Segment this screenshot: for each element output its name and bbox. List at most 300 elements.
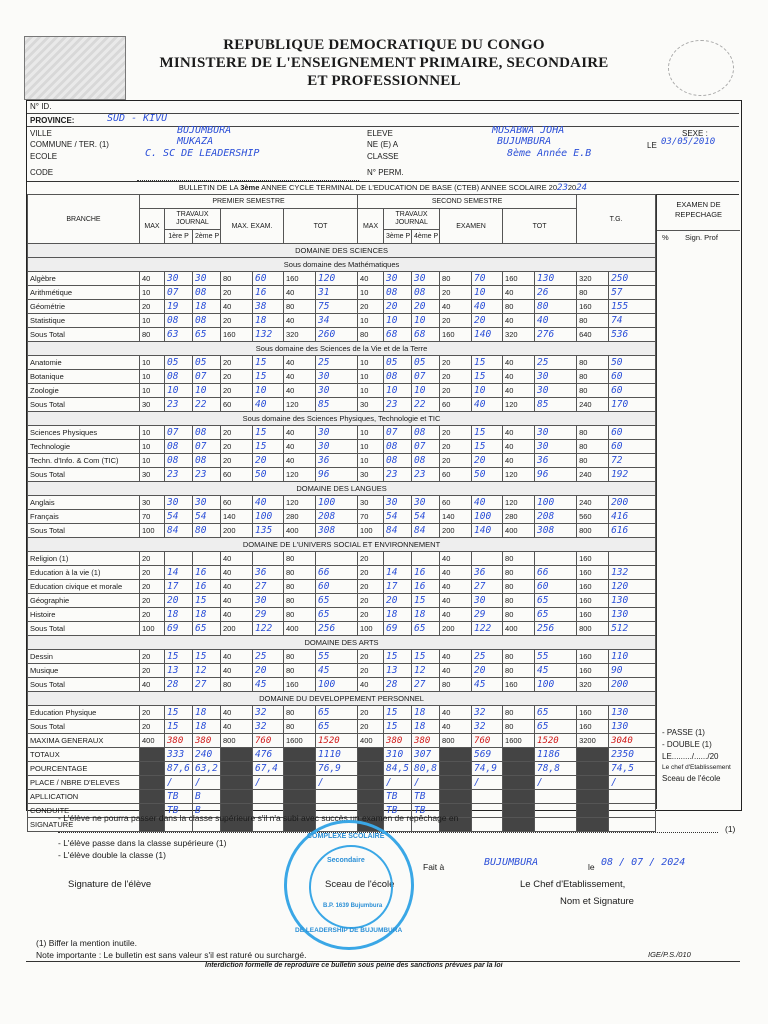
grade-cell: 67,4: [253, 762, 284, 776]
grade-cell: 310: [384, 748, 412, 762]
grade-cell: 29: [472, 608, 503, 622]
grade-cell: 20: [253, 664, 284, 678]
row-label: APLLICATION: [28, 790, 140, 804]
grade-cell: [440, 790, 472, 804]
grade-cell: 307: [412, 748, 440, 762]
grade-cell: 155: [609, 300, 656, 314]
grade-cell: 308: [316, 524, 358, 538]
grade-cell: 30: [358, 496, 384, 510]
grade-cell: 20: [384, 300, 412, 314]
grade-cell: 110: [609, 650, 656, 664]
row-label: Sous Total: [28, 328, 140, 342]
grade-cell: 80: [284, 650, 316, 664]
subject-row: [28, 594, 656, 608]
grade-cell: 66: [316, 566, 358, 580]
grade-cell: 320: [577, 678, 609, 692]
grade-cell: 20: [412, 300, 440, 314]
grade-cell: 27: [412, 678, 440, 692]
section-label: Sous domaine des Sciences de la Vie et de la Terre: [28, 342, 656, 356]
grade-cell: 20: [472, 454, 503, 468]
sceau-ecole: Sceau de l'école: [325, 879, 395, 890]
grade-cell: 130: [609, 706, 656, 720]
ville-value: BUJUMBURA: [177, 125, 232, 136]
grade-cell: 80: [503, 580, 535, 594]
grade-cell: 170: [609, 398, 656, 412]
row-label: CONDUITE: [28, 804, 140, 818]
grade-cell: 400: [503, 524, 535, 538]
row-label: Algèbre: [28, 272, 140, 286]
grade-cell: [577, 804, 609, 818]
grade-cell: [253, 790, 284, 804]
ville-label: VILLE: [30, 129, 52, 138]
grade-cell: 08: [193, 286, 221, 300]
grade-cell: [284, 776, 316, 790]
grade-cell: [535, 552, 577, 566]
grade-cell: 80: [503, 300, 535, 314]
grade-cell: 80: [577, 426, 609, 440]
grade-cell: 256: [535, 622, 577, 636]
perm-row: [27, 164, 739, 182]
grade-cell: 07: [412, 370, 440, 384]
grade-cell: 10: [140, 286, 165, 300]
grade-cell: 20: [221, 454, 253, 468]
grade-cell: 10: [472, 286, 503, 300]
grade-cell: 08: [384, 440, 412, 454]
grade-cell: 65: [316, 720, 358, 734]
grade-cell: 132: [609, 566, 656, 580]
subject-row: [28, 552, 656, 566]
grade-cell: TB: [412, 790, 440, 804]
grade-cell: 512: [609, 622, 656, 636]
grade-cell: 640: [577, 328, 609, 342]
grade-cell: 20: [140, 566, 165, 580]
subject-row: [28, 580, 656, 594]
grade-cell: 05: [384, 356, 412, 370]
grade-cell: 80: [193, 524, 221, 538]
grade-cell: 45: [253, 678, 284, 692]
grade-cell: 120: [284, 468, 316, 482]
grade-cell: 22: [193, 398, 221, 412]
grade-cell: 08: [165, 314, 193, 328]
grade-cell: 15: [253, 370, 284, 384]
grade-cell: 40: [140, 678, 165, 692]
section-row: [28, 412, 656, 426]
grade-cell: 320: [284, 328, 316, 342]
grade-cell: [221, 776, 253, 790]
grade-cell: 122: [253, 622, 284, 636]
col-examen: EXAMEN: [440, 209, 503, 244]
grade-cell: 40: [284, 356, 316, 370]
grade-cell: 400: [284, 524, 316, 538]
grade-cell: 20: [221, 314, 253, 328]
col-max-1: MAX: [140, 209, 165, 244]
grade-cell: [577, 790, 609, 804]
section-row: [28, 244, 656, 258]
decision-double: - DOUBLE (1): [662, 740, 712, 749]
grade-cell: 80: [577, 454, 609, 468]
grade-cell: 30: [253, 594, 284, 608]
reproduction-note: Interdiction formelle de reproduire ce bulletin sous peine des sanctions prévues par la loi: [205, 962, 503, 969]
grade-cell: [609, 552, 656, 566]
form-reference: IGE/P.S./010: [648, 950, 691, 959]
grade-cell: 60: [316, 580, 358, 594]
grade-cell: [358, 748, 384, 762]
grade-cell: 10: [358, 440, 384, 454]
grade-cell: 20: [140, 552, 165, 566]
grade-cell: 65: [412, 622, 440, 636]
grade-cell: 100: [358, 622, 384, 636]
grade-cell: 800: [577, 524, 609, 538]
grade-cell: 120: [284, 398, 316, 412]
grade-cell: 36: [316, 454, 358, 468]
grade-cell: 40: [358, 272, 384, 286]
grade-cell: 160: [221, 328, 253, 342]
id-label: N° ID.: [30, 102, 52, 111]
grade-cell: 32: [472, 720, 503, 734]
grade-cell: 40: [221, 552, 253, 566]
grade-cell: 120: [503, 496, 535, 510]
grade-cell: 60: [609, 440, 656, 454]
grade-cell: 40: [440, 650, 472, 664]
grade-cell: 20: [253, 454, 284, 468]
grade-cell: 380: [193, 734, 221, 748]
stamp-mid: Secondaire: [327, 857, 365, 864]
grade-cell: 80: [503, 720, 535, 734]
grade-cell: 50: [472, 468, 503, 482]
grade-cell: 80: [503, 650, 535, 664]
grade-cell: 40: [253, 496, 284, 510]
grade-cell: 96: [316, 468, 358, 482]
grade-cell: 30: [140, 398, 165, 412]
grade-cell: 08: [384, 454, 412, 468]
grade-cell: 17: [165, 580, 193, 594]
grade-cell: 20: [358, 300, 384, 314]
grade-cell: 05: [193, 356, 221, 370]
grade-cell: 60: [253, 272, 284, 286]
grade-cell: 10: [358, 356, 384, 370]
grade-cell: 40: [472, 398, 503, 412]
grade-cell: 15: [472, 370, 503, 384]
grade-cell: 1186: [535, 748, 577, 762]
grade-cell: 30: [165, 272, 193, 286]
grade-cell: [440, 762, 472, 776]
section-label: Sous domaine des Mathématiques: [28, 258, 656, 272]
le-label: LE: [647, 141, 657, 150]
row-label: Sous Total: [28, 622, 140, 636]
grade-cell: 87,6: [165, 762, 193, 776]
grade-cell: 54: [165, 510, 193, 524]
grade-cell: /: [412, 776, 440, 790]
grade-cell: 08: [193, 314, 221, 328]
grade-cell: 18: [193, 720, 221, 734]
row-label: Histoire: [28, 608, 140, 622]
grade-cell: 40: [221, 706, 253, 720]
subject-row: [28, 398, 656, 412]
grade-cell: 08: [165, 370, 193, 384]
grade-cell: 120: [316, 272, 358, 286]
bulletin-mid: ANNEE CYCLE TERMINAL DE L'EDUCATION DE BASE (CTEB) ANNEE SCOLAIRE 20: [261, 183, 558, 192]
birth-date-value: 03/05/2010: [661, 137, 716, 147]
grade-cell: 200: [440, 524, 472, 538]
grade-cell: 57: [609, 286, 656, 300]
grade-cell: 30: [316, 426, 358, 440]
summary-row: [28, 734, 656, 748]
grade-cell: 80: [221, 678, 253, 692]
bulletin-year-1: 23: [557, 183, 568, 193]
header-line-2: MINISTERE DE L'ENSEIGNEMENT PRIMAIRE, SECONDAIRE: [159, 55, 609, 71]
grade-cell: 60: [221, 496, 253, 510]
bulletin-title: [27, 181, 739, 195]
grade-cell: 80,8: [412, 762, 440, 776]
grade-cell: 38: [253, 300, 284, 314]
grade-cell: 15: [253, 440, 284, 454]
grade-cell: 84: [412, 524, 440, 538]
grade-cell: 80: [284, 594, 316, 608]
grade-cell: 15: [472, 440, 503, 454]
row-label: Sous Total: [28, 468, 140, 482]
grade-cell: 40: [503, 370, 535, 384]
grade-cell: 10: [358, 286, 384, 300]
grade-cell: 160: [577, 566, 609, 580]
grade-cell: 120: [609, 580, 656, 594]
grade-cell: 16: [412, 580, 440, 594]
grade-cell: 08: [412, 454, 440, 468]
grade-cell: 96: [535, 468, 577, 482]
col-maxex-1: MAX. EXAM.: [221, 209, 284, 244]
grade-cell: 80: [503, 706, 535, 720]
grade-cell: 18: [193, 300, 221, 314]
decision-chef: Le chef d'Etablissement: [662, 764, 731, 771]
grade-cell: [503, 804, 535, 818]
stamp-bottom: DE LEADERSHIP DE BUJUMBURA: [295, 927, 403, 934]
grade-cell: 20: [440, 384, 472, 398]
grade-cell: 60: [221, 398, 253, 412]
grade-cell: [472, 552, 503, 566]
grade-cell: 80: [577, 440, 609, 454]
grade-cell: [440, 748, 472, 762]
grade-cell: 10: [140, 426, 165, 440]
col-branche: BRANCHE: [28, 195, 140, 244]
grade-cell: 30: [412, 272, 440, 286]
grade-cell: 40: [440, 720, 472, 734]
grade-cell: 10: [412, 314, 440, 328]
grade-cell: [609, 804, 656, 818]
grade-cell: 20: [384, 594, 412, 608]
grade-cell: [472, 790, 503, 804]
grade-cell: 20: [221, 370, 253, 384]
grade-cell: 40: [472, 496, 503, 510]
grade-cell: 65: [316, 594, 358, 608]
grade-cell: 30: [535, 384, 577, 398]
grade-cell: [165, 552, 193, 566]
row-label: Sciences Physiques: [28, 426, 140, 440]
grade-cell: 20: [440, 370, 472, 384]
grade-cell: 80: [140, 328, 165, 342]
grade-cell: [221, 748, 253, 762]
grade-cell: [316, 552, 358, 566]
grade-cell: 100: [253, 510, 284, 524]
grade-cell: 130: [535, 272, 577, 286]
grade-cell: 40: [221, 608, 253, 622]
grade-cell: 85: [535, 398, 577, 412]
grade-cell: [503, 748, 535, 762]
grade-cell: 18: [412, 608, 440, 622]
header-line-1: REPUBLIQUE DEMOCRATIQUE DU CONGO: [223, 37, 545, 53]
grade-cell: [609, 790, 656, 804]
grade-cell: 160: [577, 664, 609, 678]
grade-cell: 80: [503, 608, 535, 622]
grade-cell: 05: [165, 356, 193, 370]
fait-le-label: le: [588, 862, 595, 872]
biffer-note: (1) Biffer la mention inutile.: [36, 938, 137, 948]
grade-cell: 15: [384, 706, 412, 720]
grade-cell: 200: [609, 678, 656, 692]
grade-cell: 40: [440, 552, 472, 566]
grade-cell: 10: [358, 454, 384, 468]
grade-cell: 280: [284, 510, 316, 524]
grade-cell: 160: [577, 650, 609, 664]
grade-cell: 07: [165, 286, 193, 300]
grade-cell: 40: [221, 300, 253, 314]
grade-cell: 200: [609, 496, 656, 510]
grade-cell: 20: [140, 580, 165, 594]
grade-cell: 16: [193, 566, 221, 580]
grade-cell: 40: [440, 664, 472, 678]
grade-cell: 20: [358, 608, 384, 622]
grade-cell: /: [165, 776, 193, 790]
grade-cell: 10: [140, 356, 165, 370]
grade-cell: 85: [316, 398, 358, 412]
grade-cell: 20: [358, 580, 384, 594]
grade-cell: 14: [384, 566, 412, 580]
row-label: Anatomie: [28, 356, 140, 370]
grade-cell: 2350: [609, 748, 656, 762]
grade-cell: 40: [440, 300, 472, 314]
grade-cell: 18: [412, 720, 440, 734]
grade-cell: 63,2: [193, 762, 221, 776]
section-row: [28, 482, 656, 496]
grade-cell: 36: [535, 454, 577, 468]
grade-cell: 40: [503, 356, 535, 370]
col-tg: T.G.: [577, 195, 656, 244]
grade-cell: 380: [412, 734, 440, 748]
col-p3: 3ème P: [384, 230, 412, 244]
grade-cell: 18: [412, 706, 440, 720]
subject-row: [28, 720, 656, 734]
section-label: DOMAINE DES ARTS: [28, 636, 656, 650]
grade-cell: [316, 790, 358, 804]
grade-cell: 18: [193, 608, 221, 622]
grade-cell: 40: [284, 314, 316, 328]
grade-cell: /: [384, 776, 412, 790]
grade-cell: 20: [140, 300, 165, 314]
grade-cell: TB: [165, 804, 193, 818]
grade-cell: 160: [577, 580, 609, 594]
grade-cell: 1520: [316, 734, 358, 748]
ecole-value: C. SC DE LEADERSHIP: [145, 148, 260, 159]
grade-cell: 60: [440, 398, 472, 412]
grade-cell: 20: [358, 706, 384, 720]
chef-etablissement: Le Chef d'Etablissement,: [520, 879, 626, 890]
grade-cell: [284, 790, 316, 804]
row-label: Géométrie: [28, 300, 140, 314]
grade-cell: 416: [609, 510, 656, 524]
grade-cell: 20: [358, 650, 384, 664]
grade-cell: 30: [384, 496, 412, 510]
grade-cell: 760: [253, 734, 284, 748]
grade-cell: 10: [412, 384, 440, 398]
grade-cell: 54: [384, 510, 412, 524]
row-label: SIGNATURE: [28, 818, 140, 832]
grade-cell: 15: [253, 426, 284, 440]
grade-cell: /: [193, 776, 221, 790]
grade-cell: 80: [577, 286, 609, 300]
ecole-label: ECOLE: [30, 152, 58, 161]
section-row: [28, 538, 656, 552]
grade-cell: 80: [577, 356, 609, 370]
grade-cell: 10: [140, 370, 165, 384]
grade-cell: 40: [440, 566, 472, 580]
grade-cell: 80: [284, 706, 316, 720]
id-row: [27, 100, 739, 114]
stamp-bp: B.P. 1639 Bujumbura: [323, 903, 383, 909]
repechage-column: [656, 194, 740, 809]
grade-cell: 10: [358, 384, 384, 398]
fait-label: Fait à: [423, 862, 445, 872]
grade-cell: 20: [221, 384, 253, 398]
grade-cell: 160: [284, 272, 316, 286]
grade-cell: 55: [316, 650, 358, 664]
grade-cell: 160: [577, 706, 609, 720]
grade-cell: [577, 776, 609, 790]
grade-cell: 160: [577, 594, 609, 608]
grade-cell: 160: [577, 720, 609, 734]
grade-cell: [503, 818, 535, 832]
grade-cell: 50: [609, 356, 656, 370]
grade-cell: 80: [221, 272, 253, 286]
grade-cell: 50: [253, 468, 284, 482]
grade-cell: [609, 818, 656, 832]
grade-cell: 78,8: [535, 762, 577, 776]
grade-cell: 15: [412, 594, 440, 608]
grade-cell: 08: [412, 426, 440, 440]
grade-cell: 20: [358, 566, 384, 580]
grade-cell: 80: [577, 384, 609, 398]
grade-cell: 10: [253, 384, 284, 398]
grade-cell: 69: [384, 622, 412, 636]
grade-cell: 20: [472, 664, 503, 678]
province-label: PROVINCE:: [30, 116, 75, 125]
grade-cell: 10: [384, 314, 412, 328]
grade-cell: 280: [503, 510, 535, 524]
grade-cell: 10: [193, 384, 221, 398]
grade-cell: 20: [140, 594, 165, 608]
grade-cell: 200: [221, 622, 253, 636]
grade-cell: 29: [253, 608, 284, 622]
grade-cell: 07: [412, 440, 440, 454]
grade-cell: 55: [535, 650, 577, 664]
grade-cell: [577, 748, 609, 762]
grade-cell: 560: [577, 510, 609, 524]
grade-cell: 15: [384, 720, 412, 734]
grade-cell: /: [316, 776, 358, 790]
grade-cell: 66: [535, 566, 577, 580]
col-tj-2: TRAVAUX JOURNAL: [384, 209, 440, 230]
grade-cell: 60: [440, 496, 472, 510]
row-label: Sous Total: [28, 524, 140, 538]
grade-cell: 20: [358, 552, 384, 566]
note-repechage: - L'élève ne pourra passer dans la classe supérieure s'il n'a subi avec succès un examen de repêchage en: [58, 813, 459, 823]
